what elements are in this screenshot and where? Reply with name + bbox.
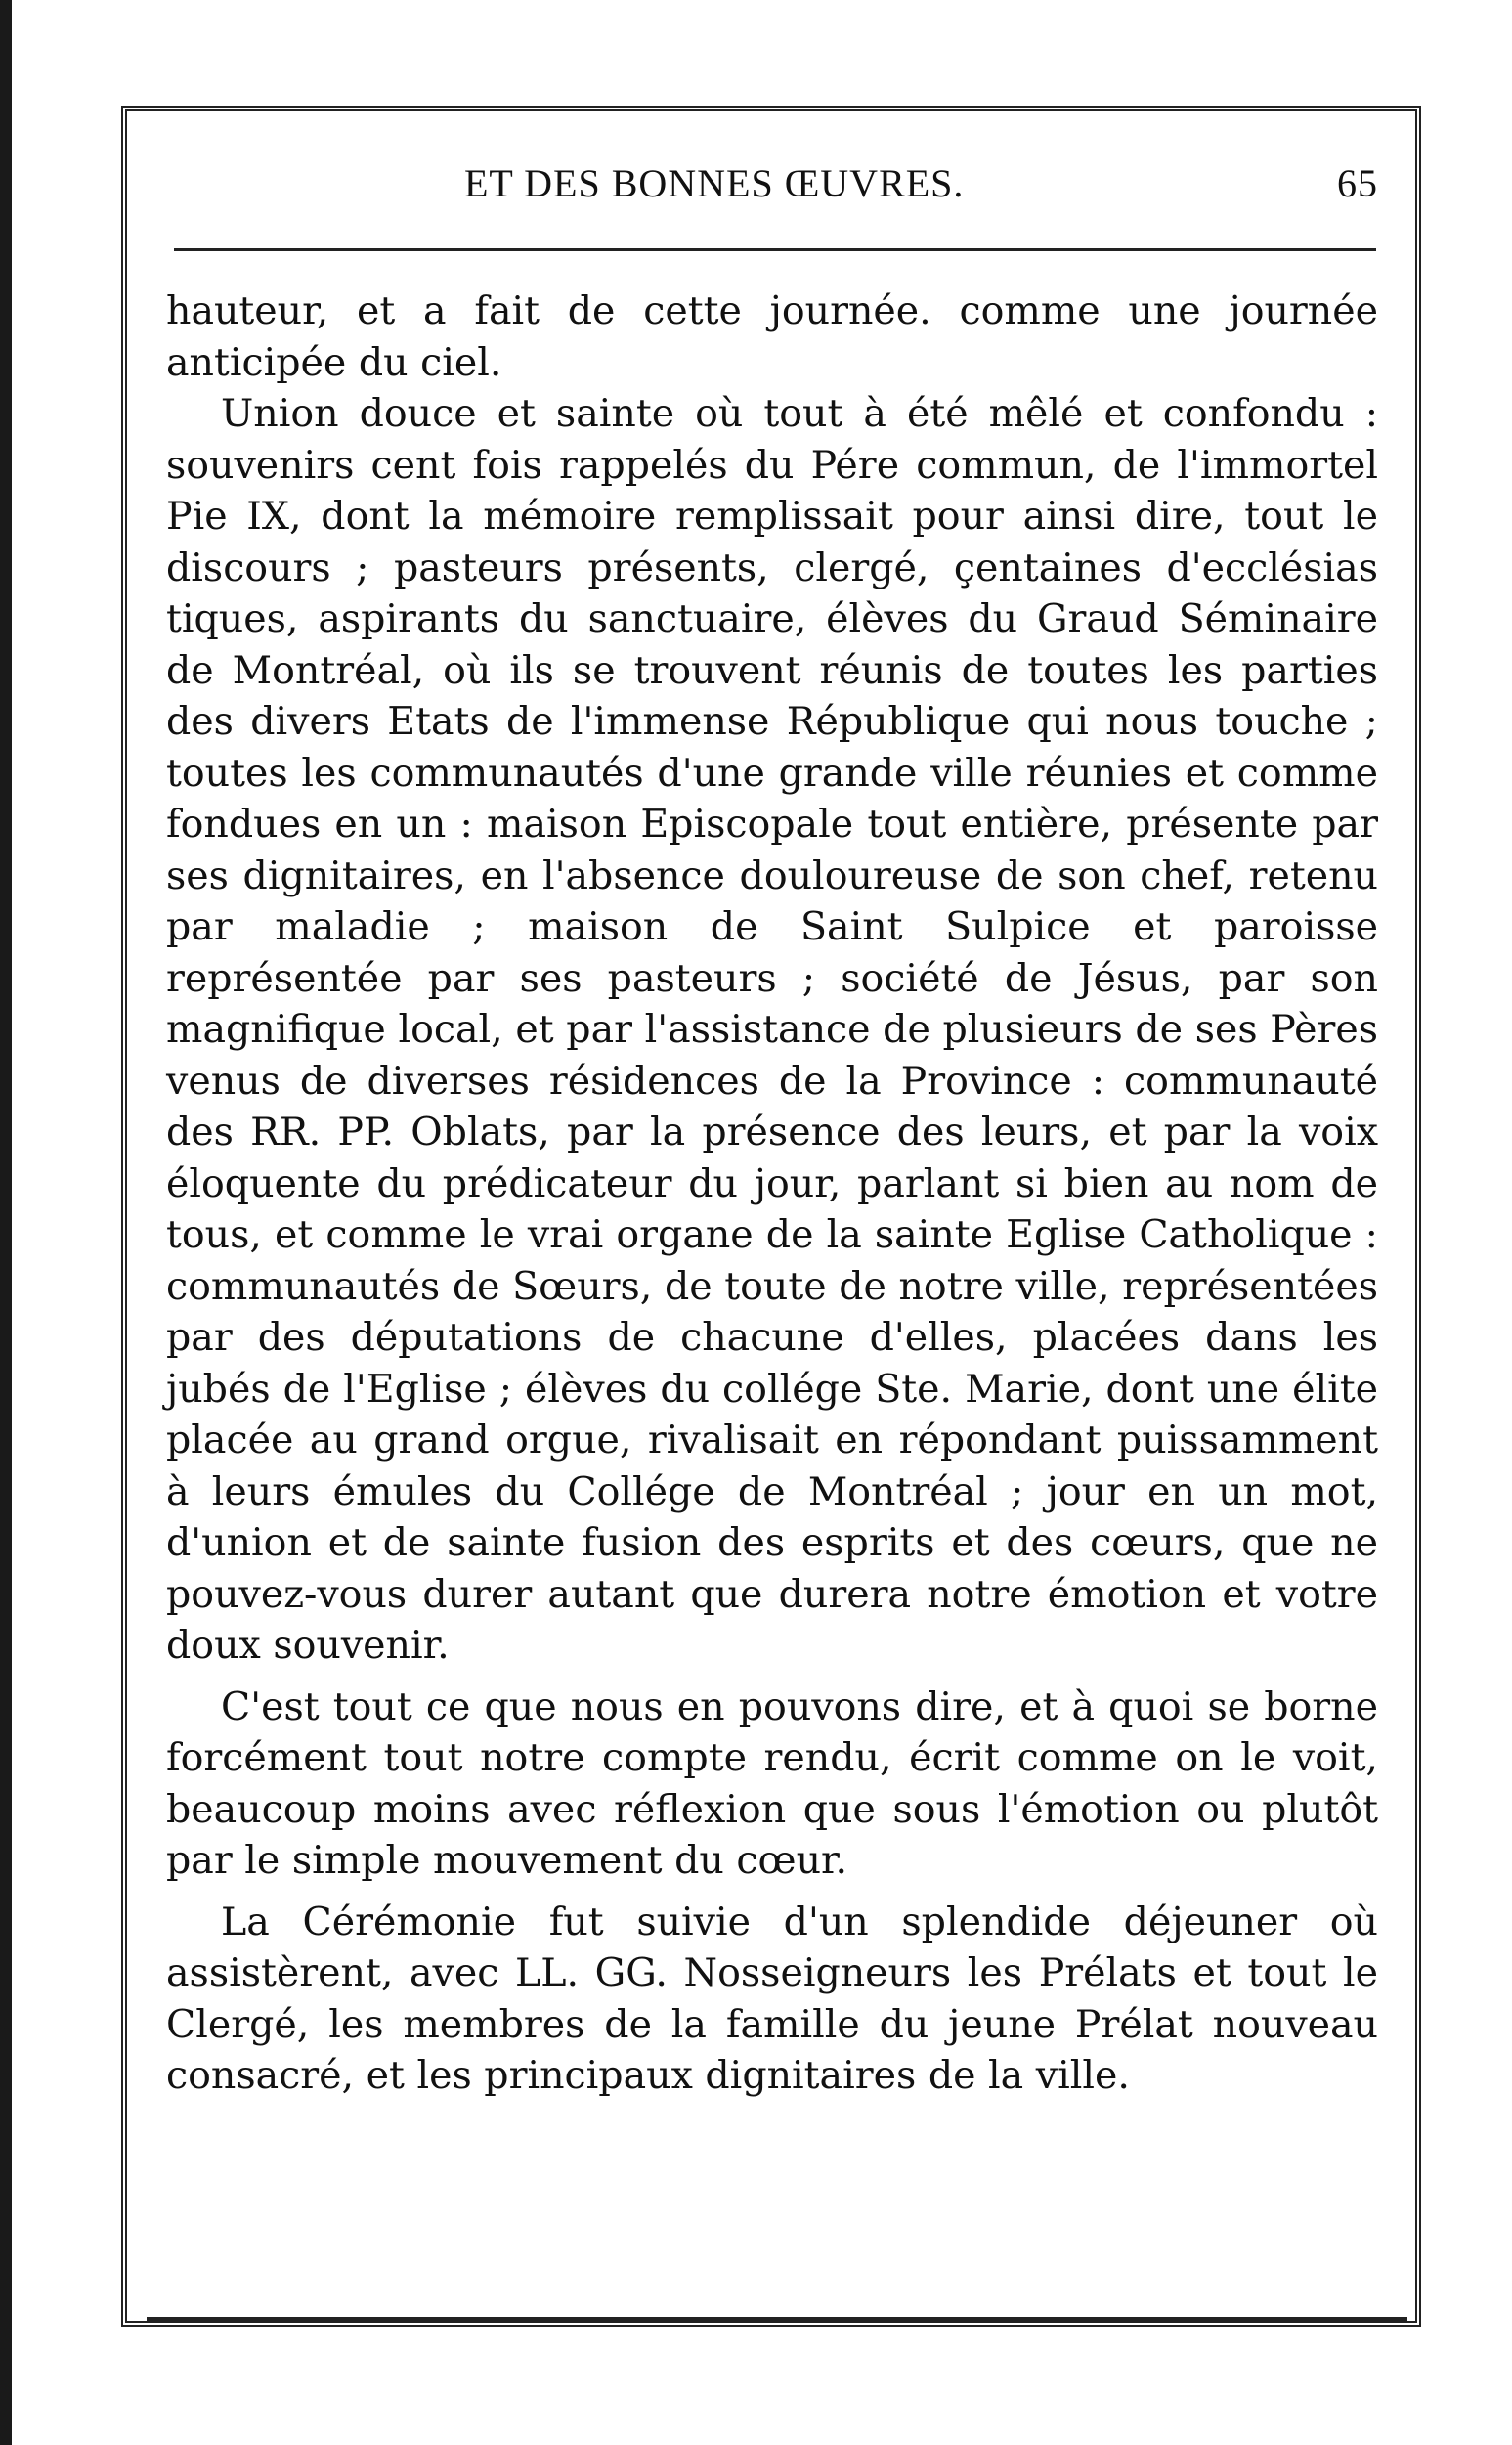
paragraph: Union douce et sainte où tout à été mêlé et confondu : souvenirs cent fois rappelés du Pére commun, de l'immortel Pie IX, dont la mémoire remplissait pour ainsi dire, tout le discours ; pasteurs présents, clergé, çentaines d'ecclésias tiques, aspirants du sanctuaire, élèves du Graud Séminaire de Montréal, où ils se trouvent réunis de toutes les parties des divers Etats de l'immense République qui nous touche ; toutes les communautés d'une grande ville réunies et comme fondues en un : maison Episcopale tout entière, présente par ses dignitaires, en l'absence douloureuse de son chef, retenu par maladie ; maison de Saint Sulpice et paroisse représentée par ses pasteurs ; société de Jésus, par son magnifique local, et par l'assistance de plusieurs de ses Pères venus de diverses résidences de la Province : communauté des RR. PP. Oblats, par la présence des leurs, et par la voix éloquente du prédicateur du jour, parlant si bien au nom de tous, et comme le vrai organe de la sainte Eglise Catholique : communautés de Sœurs, de toute de notre ville, représentées par des députations de chacune d'elles, placées dans les jubés de l'Eglise ; élèves du collége Ste. Marie, dont une élite placée au grand orgue, rivalisait en répondant puissamment à leurs émules du Collége de Montréal ; jour en un mot, d'union et de sainte fusion des esprits et des cœurs, que ne pouvez-vous durer autant que durera notre émotion et votre doux souvenir.: [166, 391, 1378, 1668]
body-text: [166, 285, 1378, 2102]
header-rule: [174, 248, 1376, 251]
running-head: [166, 160, 1378, 219]
running-title: ET DES BONNES ŒUVRES.: [464, 161, 965, 205]
paragraph: La Cérémonie fut suivie d'un splendide déjeuner où assistèrent, avec LL. GG. Nosseigneurs les Prélats et tout le Clergé, les membres de la famille du jeune Prélat nouveau consacré, et les principaux dignitaires de la ville.: [166, 1899, 1378, 2098]
page-number: 65: [1337, 161, 1378, 205]
paragraph: C'est tout ce que nous en pouvons dire, et à quoi se borne forcément tout notre compte rendu, écrit comme on le voit, beaucoup moins avec réflexion que sous l'émotion ou plutôt par le simple mouvement du cœur.: [166, 1683, 1378, 1883]
scan-edge: [0, 0, 12, 2445]
paragraph: hauteur, et a fait de cette journée. comme une journée anticipée du ciel.: [166, 288, 1378, 385]
footer-rule: [147, 2317, 1407, 2321]
